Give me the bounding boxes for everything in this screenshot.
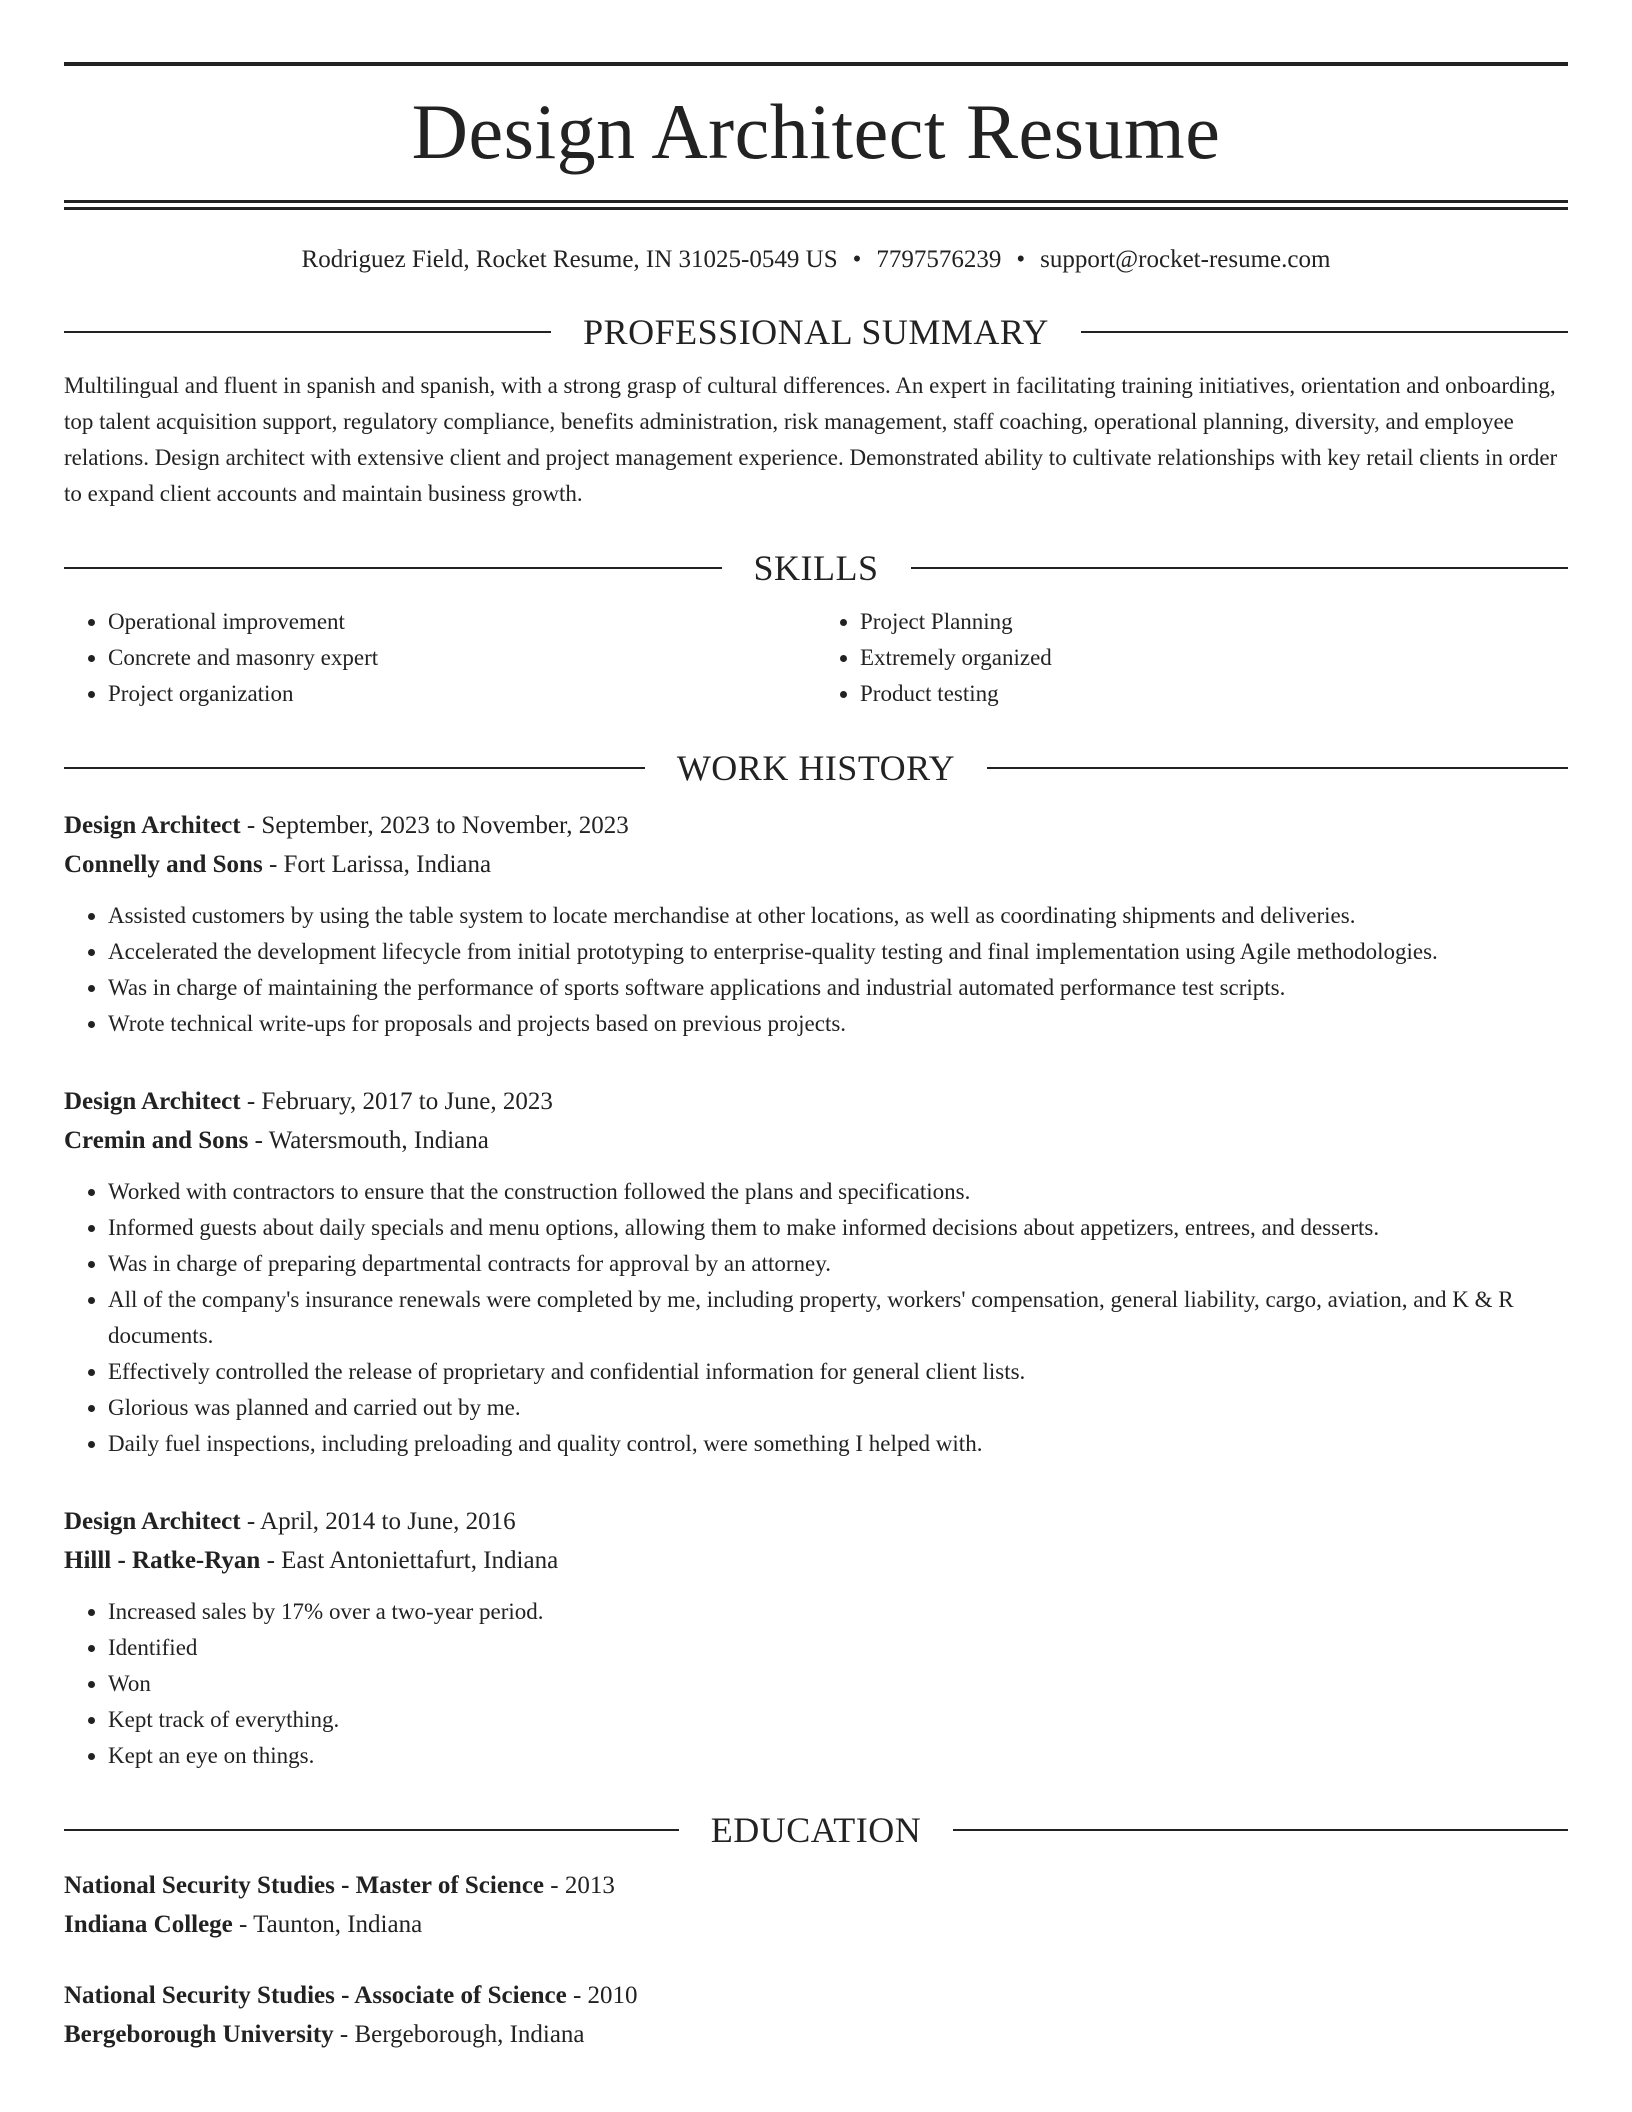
education-degree-line [64, 1866, 1568, 1905]
divider [64, 1829, 679, 1831]
skill-item: • Extremely organized [860, 640, 1568, 676]
work-heading: WORK HISTORY [676, 748, 956, 788]
divider [1081, 331, 1568, 333]
skill-item: • Project Planning [860, 604, 1568, 640]
job-bullet: • Was in charge of maintaining the performance of sports software applications and industrial automated performance test scripts. [108, 970, 1568, 1006]
education-year: - 2013 [544, 1872, 615, 1899]
contact-separator: • [1016, 246, 1026, 273]
skill-item: • Product testing [860, 676, 1568, 712]
education-location: - Bergeborough, Indiana [333, 2021, 585, 2048]
skill-item: • Project organization [108, 676, 816, 712]
job-location: - Watersmouth, Indiana [248, 1127, 489, 1154]
contact-line [64, 244, 1568, 276]
education-year: - 2010 [566, 1982, 638, 2009]
summary-heading: PROFESSIONAL SUMMARY [583, 312, 1049, 352]
divider [64, 331, 551, 333]
job-company: Connelly and Sons [64, 851, 263, 878]
divider [64, 767, 645, 769]
divider [64, 567, 722, 569]
job-title-line [64, 806, 1568, 845]
job-title: Design Architect [64, 1088, 241, 1115]
divider [987, 767, 1568, 769]
summary-text: Multilingual and fluent in spanish and spanish, with a strong grasp of cultural differences. An expert in facilitating training initiatives, orientation and onboarding, top talent acquisition support, regulatory compliance, benefits administration, risk management, staff coaching, operational planning, diversity, and employee relations. Design architect with extensive client and project management experience. Demonstrated ability to cultivate relationships with key retail clients in order to expand client accounts and maintain business growth. [64, 373, 1558, 506]
job-bullet: • Increased sales by 17% over a two-year period. [108, 1594, 1568, 1630]
education-school-line [64, 2015, 1568, 2054]
divider [911, 567, 1569, 569]
job-company-line [64, 1121, 1568, 1160]
job-location: - East Antoniettafurt, Indiana [260, 1547, 559, 1574]
job-entry [64, 1082, 1568, 1462]
skills-section-header [64, 546, 1568, 590]
education-entry [64, 1866, 1568, 1944]
job-bullet: • Worked with contractors to ensure that the construction followed the plans and specifications. [108, 1174, 1568, 1210]
education-degree: National Security Studies - Associate of Science [64, 1982, 567, 2009]
job-bullet: • All of the company's insurance renewals were completed by me, including property, workers' compensation, general liability, cargo, aviation, and K & R documents. [108, 1282, 1568, 1354]
skills-column-left [64, 604, 816, 712]
job-bullets [64, 898, 1568, 1042]
education-location: - Taunton, Indiana [232, 1911, 423, 1938]
education-school-line [64, 1905, 1568, 1944]
contact-separator: • [852, 246, 862, 273]
job-bullets [64, 1174, 1568, 1462]
education-degree: National Security Studies - Master of Science [64, 1872, 545, 1899]
job-dates: - February, 2017 to June, 2023 [240, 1088, 553, 1115]
job-title: Design Architect [64, 1508, 241, 1535]
divider [953, 1829, 1568, 1831]
education-entry [64, 1976, 1568, 2054]
job-bullet: • Kept an eye on things. [108, 1738, 1568, 1774]
job-bullet: • Effectively controlled the release of proprietary and confidential information for general client lists. [108, 1354, 1568, 1390]
job-bullet: • Glorious was planned and carried out by me. [108, 1390, 1568, 1426]
job-bullet: • Wrote technical write-ups for proposals and projects based on previous projects. [108, 1006, 1568, 1042]
job-company-line [64, 1541, 1568, 1580]
contact-phone: 7797576239 [876, 246, 1002, 273]
job-bullet: • Was in charge of preparing departmental contracts for approval by an attorney. [108, 1246, 1568, 1282]
skills-column-right [816, 604, 1568, 712]
job-title-line [64, 1082, 1568, 1121]
skill-item: • Concrete and masonry expert [108, 640, 816, 676]
work-section-header [64, 746, 1568, 790]
education-school: Bergeborough University [64, 2021, 334, 2048]
job-bullet: • Daily fuel inspections, including preloading and quality control, were something I helped with. [108, 1426, 1568, 1462]
education-school: Indiana College [64, 1911, 233, 1938]
job-entry [64, 1502, 1568, 1774]
education-heading: EDUCATION [710, 1810, 922, 1850]
job-company: Hilll - Ratke-Ryan [64, 1547, 261, 1574]
contact-email: support@rocket-resume.com [1040, 246, 1331, 273]
skills-heading: SKILLS [753, 548, 879, 588]
top-rule [64, 62, 1568, 66]
job-bullet: • Assisted customers by using the table system to locate merchandise at other locations, as well as coordinating shipments and deliveries. [108, 898, 1568, 934]
job-bullet: • Informed guests about daily specials and menu options, allowing them to make informed decisions about appetizers, entrees, and desserts. [108, 1210, 1568, 1246]
page-title: Design Architect Resume [411, 88, 1221, 175]
job-dates: - April, 2014 to June, 2016 [240, 1508, 516, 1535]
education-degree-line [64, 1976, 1568, 2015]
contact-address: Rodriguez Field, Rocket Resume, IN 31025-0549 US [301, 246, 838, 273]
job-location: - Fort Larissa, Indiana [262, 851, 492, 878]
education-section-header [64, 1808, 1568, 1852]
skills-list [64, 604, 1568, 712]
job-bullet: • Won [108, 1666, 1568, 1702]
job-bullet: • Identified [108, 1630, 1568, 1666]
job-dates: - September, 2023 to November, 2023 [240, 812, 629, 839]
job-bullet: • Kept track of everything. [108, 1702, 1568, 1738]
job-title: Design Architect [64, 812, 241, 839]
job-company: Cremin and Sons [64, 1127, 249, 1154]
job-entry [64, 806, 1568, 1042]
job-title-line [64, 1502, 1568, 1541]
job-bullet: • Accelerated the development lifecycle from initial prototyping to enterprise-quality testing and final implementation using Agile methodologies. [108, 934, 1568, 970]
skill-item: • Operational improvement [108, 604, 816, 640]
job-company-line [64, 845, 1568, 884]
summary-section-header [64, 310, 1568, 354]
job-bullets [64, 1594, 1568, 1774]
title-double-rule [64, 200, 1568, 210]
